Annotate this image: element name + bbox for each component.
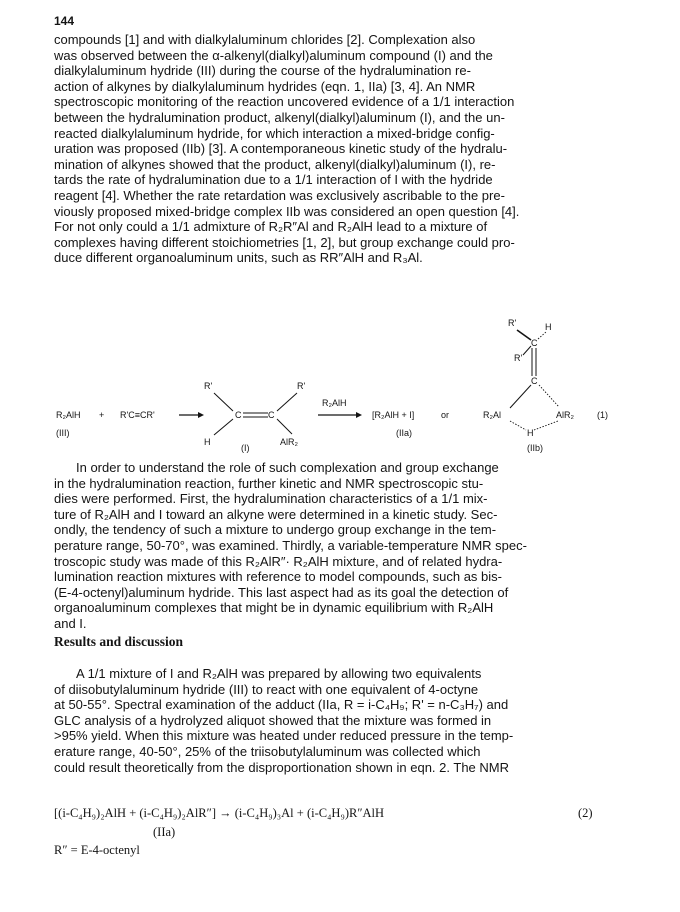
- text-line: in the hydralumination reaction, further kinetic and NMR spectroscopic stu-: [54, 475, 484, 491]
- plus-sign: +: [99, 410, 105, 420]
- text-line: duce different organoaluminum units, such as RR″AlH and R₃Al.: [54, 250, 423, 266]
- arrow-reagent: R₂AlH: [322, 398, 347, 408]
- label-III: (III): [56, 428, 70, 438]
- label-IIa: (IIa): [396, 428, 413, 438]
- reaction-arrow-1: [179, 412, 204, 418]
- text-line: ondly, the tendency of such a mixture to undergo group exchange in the tem-: [54, 522, 497, 538]
- text-line: A 1/1 mixture of I and R₂AlH was prepared by allowing two equivalents: [76, 666, 482, 681]
- text-line: tards the rate of hydralumination due to a 1/1 interaction of I with the hydride: [54, 172, 493, 188]
- iib-substituent-r-top: R': [508, 318, 517, 328]
- text-line: compounds [1] and with dialkylaluminum chlorides [2]. Complexation also: [54, 32, 476, 47]
- label-I: (I): [241, 443, 250, 453]
- equation-number-2: (2): [578, 806, 593, 820]
- text-line: lumination reaction mixtures with reference to model compounds, such as bis-: [54, 569, 502, 585]
- or-text: or: [441, 410, 450, 420]
- text-line: organoaluminum complexes that might be in dynamic equilibrium with R₂AlH: [54, 600, 494, 616]
- iib-h-bottom: H: [527, 428, 534, 438]
- text-line: In order to understand the role of such complexation and group exchange: [76, 460, 499, 475]
- product-substituent-r2: R': [297, 381, 306, 391]
- text-line: reagent [4]. Whether the rate retardation was exclusively ascribable to the pre-: [54, 187, 505, 203]
- alkyne: R'C≡CR': [120, 410, 155, 420]
- text-line: dies were performed. First, the hydralumination characteristics of a 1/1 mix-: [54, 491, 488, 507]
- paragraph-objectives: [54, 460, 620, 632]
- page-number: 144: [54, 14, 75, 28]
- alkene-carbon-left: C: [235, 410, 242, 420]
- text-line: action of alkynes by dialkylaluminum hydrides (eqn. 1, IIa) [3, 4]. An NMR: [54, 78, 476, 94]
- iib-substituent-r-mid: R': [514, 353, 523, 363]
- paragraph-intro: [54, 32, 620, 266]
- product-substituent-alr2: AlR₂: [280, 437, 298, 447]
- iib-carbon-top: C: [531, 338, 538, 348]
- text-line: and I.: [54, 615, 87, 631]
- text-line: between the hydralumination product, alkenyl(dialkyl)aluminum (I), and the un-: [54, 109, 505, 125]
- iib-carbon-bottom: C: [531, 376, 538, 386]
- text-line: uration was proposed (IIb) [3]. A contemporaneous kinetic study of the hydralu-: [54, 141, 508, 157]
- product-I-structure: [214, 393, 297, 435]
- alkene-carbon-right: C: [268, 410, 275, 420]
- iib-r2al: R₂Al: [483, 410, 501, 420]
- paragraph-results: [54, 666, 620, 775]
- product-substituent-r1: R': [204, 381, 213, 391]
- reaction-arrow-2: [318, 412, 362, 418]
- reaction-scheme-eq1: [0, 318, 680, 453]
- text-line: ture of R₂AlH and I toward an alkyne were determined in a kinetic study. Sec-: [54, 506, 498, 522]
- iib-alr2: AlR₂: [556, 410, 574, 420]
- equation-2-definition: R″ = E-4-octenyl: [54, 843, 140, 857]
- text-line: troscopic study was made of this R₂AlR″· R₂AlH mixture, and of related hydra-: [54, 553, 503, 569]
- text-line: reacted dialkylaluminum hydride, for which interaction a mixed-bridge config-: [54, 125, 495, 141]
- complex-IIa: [R₂AlH + I]: [372, 410, 415, 420]
- iib-substituent-h-top: H: [545, 322, 552, 332]
- text-line: spectroscopic monitoring of the reaction uncovered evidence of a 1/1 interaction: [54, 94, 515, 110]
- text-line: For not only could a 1/1 admixture of R₂R″Al and R₂AlH lead to a mixture of: [54, 219, 488, 235]
- text-line: >95% yield. When this mixture was heated under reduced pressure in the temp-: [54, 728, 514, 744]
- text-line: perature range, 50-70°, was examined. Thirdly, a variable-temperature NMR spec-: [54, 537, 527, 553]
- text-line: at 50-55°. Spectral examination of the adduct (IIa, R = i-C₄H₉; R' = n-C₃H₇) and: [54, 697, 509, 713]
- equation-2-label: (IIa): [153, 825, 176, 839]
- label-IIb: (IIb): [527, 443, 544, 453]
- equation-2: [(i-C₄H₉)₂AlH + (i-C₄H₉)₂AlR″] → (i-C₄H₉)₃Al + (i-C₄H₉)R″AlH: [54, 806, 385, 820]
- text-line: dialkylaluminum hydride (III) during the course of the hydralumination re-: [54, 63, 471, 79]
- section-heading: Results and discussion: [54, 634, 184, 649]
- text-line: GLC analysis of a hydrolyzed aliquot showed that the mixture was formed in: [54, 712, 492, 728]
- text-line: mination of alkynes showed that the product, alkenyl(dialkyl)aluminum (I), re-: [54, 156, 496, 172]
- text-line: viously proposed mixed-bridge complex IIb was considered an open question [4].: [54, 203, 520, 219]
- text-line: was observed between the α-alkenyl(dialkyl)aluminum compound (I) and the: [54, 47, 493, 63]
- reactant-hydride: R₂AlH: [56, 410, 81, 420]
- text-line: (E-4-octenyl)aluminum hydride. This last aspect had as its goal the detection of: [54, 584, 509, 600]
- text-line: could result theoretically from the disproportionation shown in eqn. 2. The NMR: [54, 759, 509, 775]
- text-line: complexes having different stoichiometries [1, 2], but group exchange could pro-: [54, 234, 515, 250]
- product-substituent-h: H: [204, 437, 211, 447]
- equation-number-1: (1): [597, 410, 608, 420]
- text-line: erature range, 40-50°, 25% of the triisobutylaluminum was collected which: [54, 743, 481, 759]
- text-line: of diisobutylaluminum hydride (III) to react with one equivalent of 4-octyne: [54, 681, 479, 697]
